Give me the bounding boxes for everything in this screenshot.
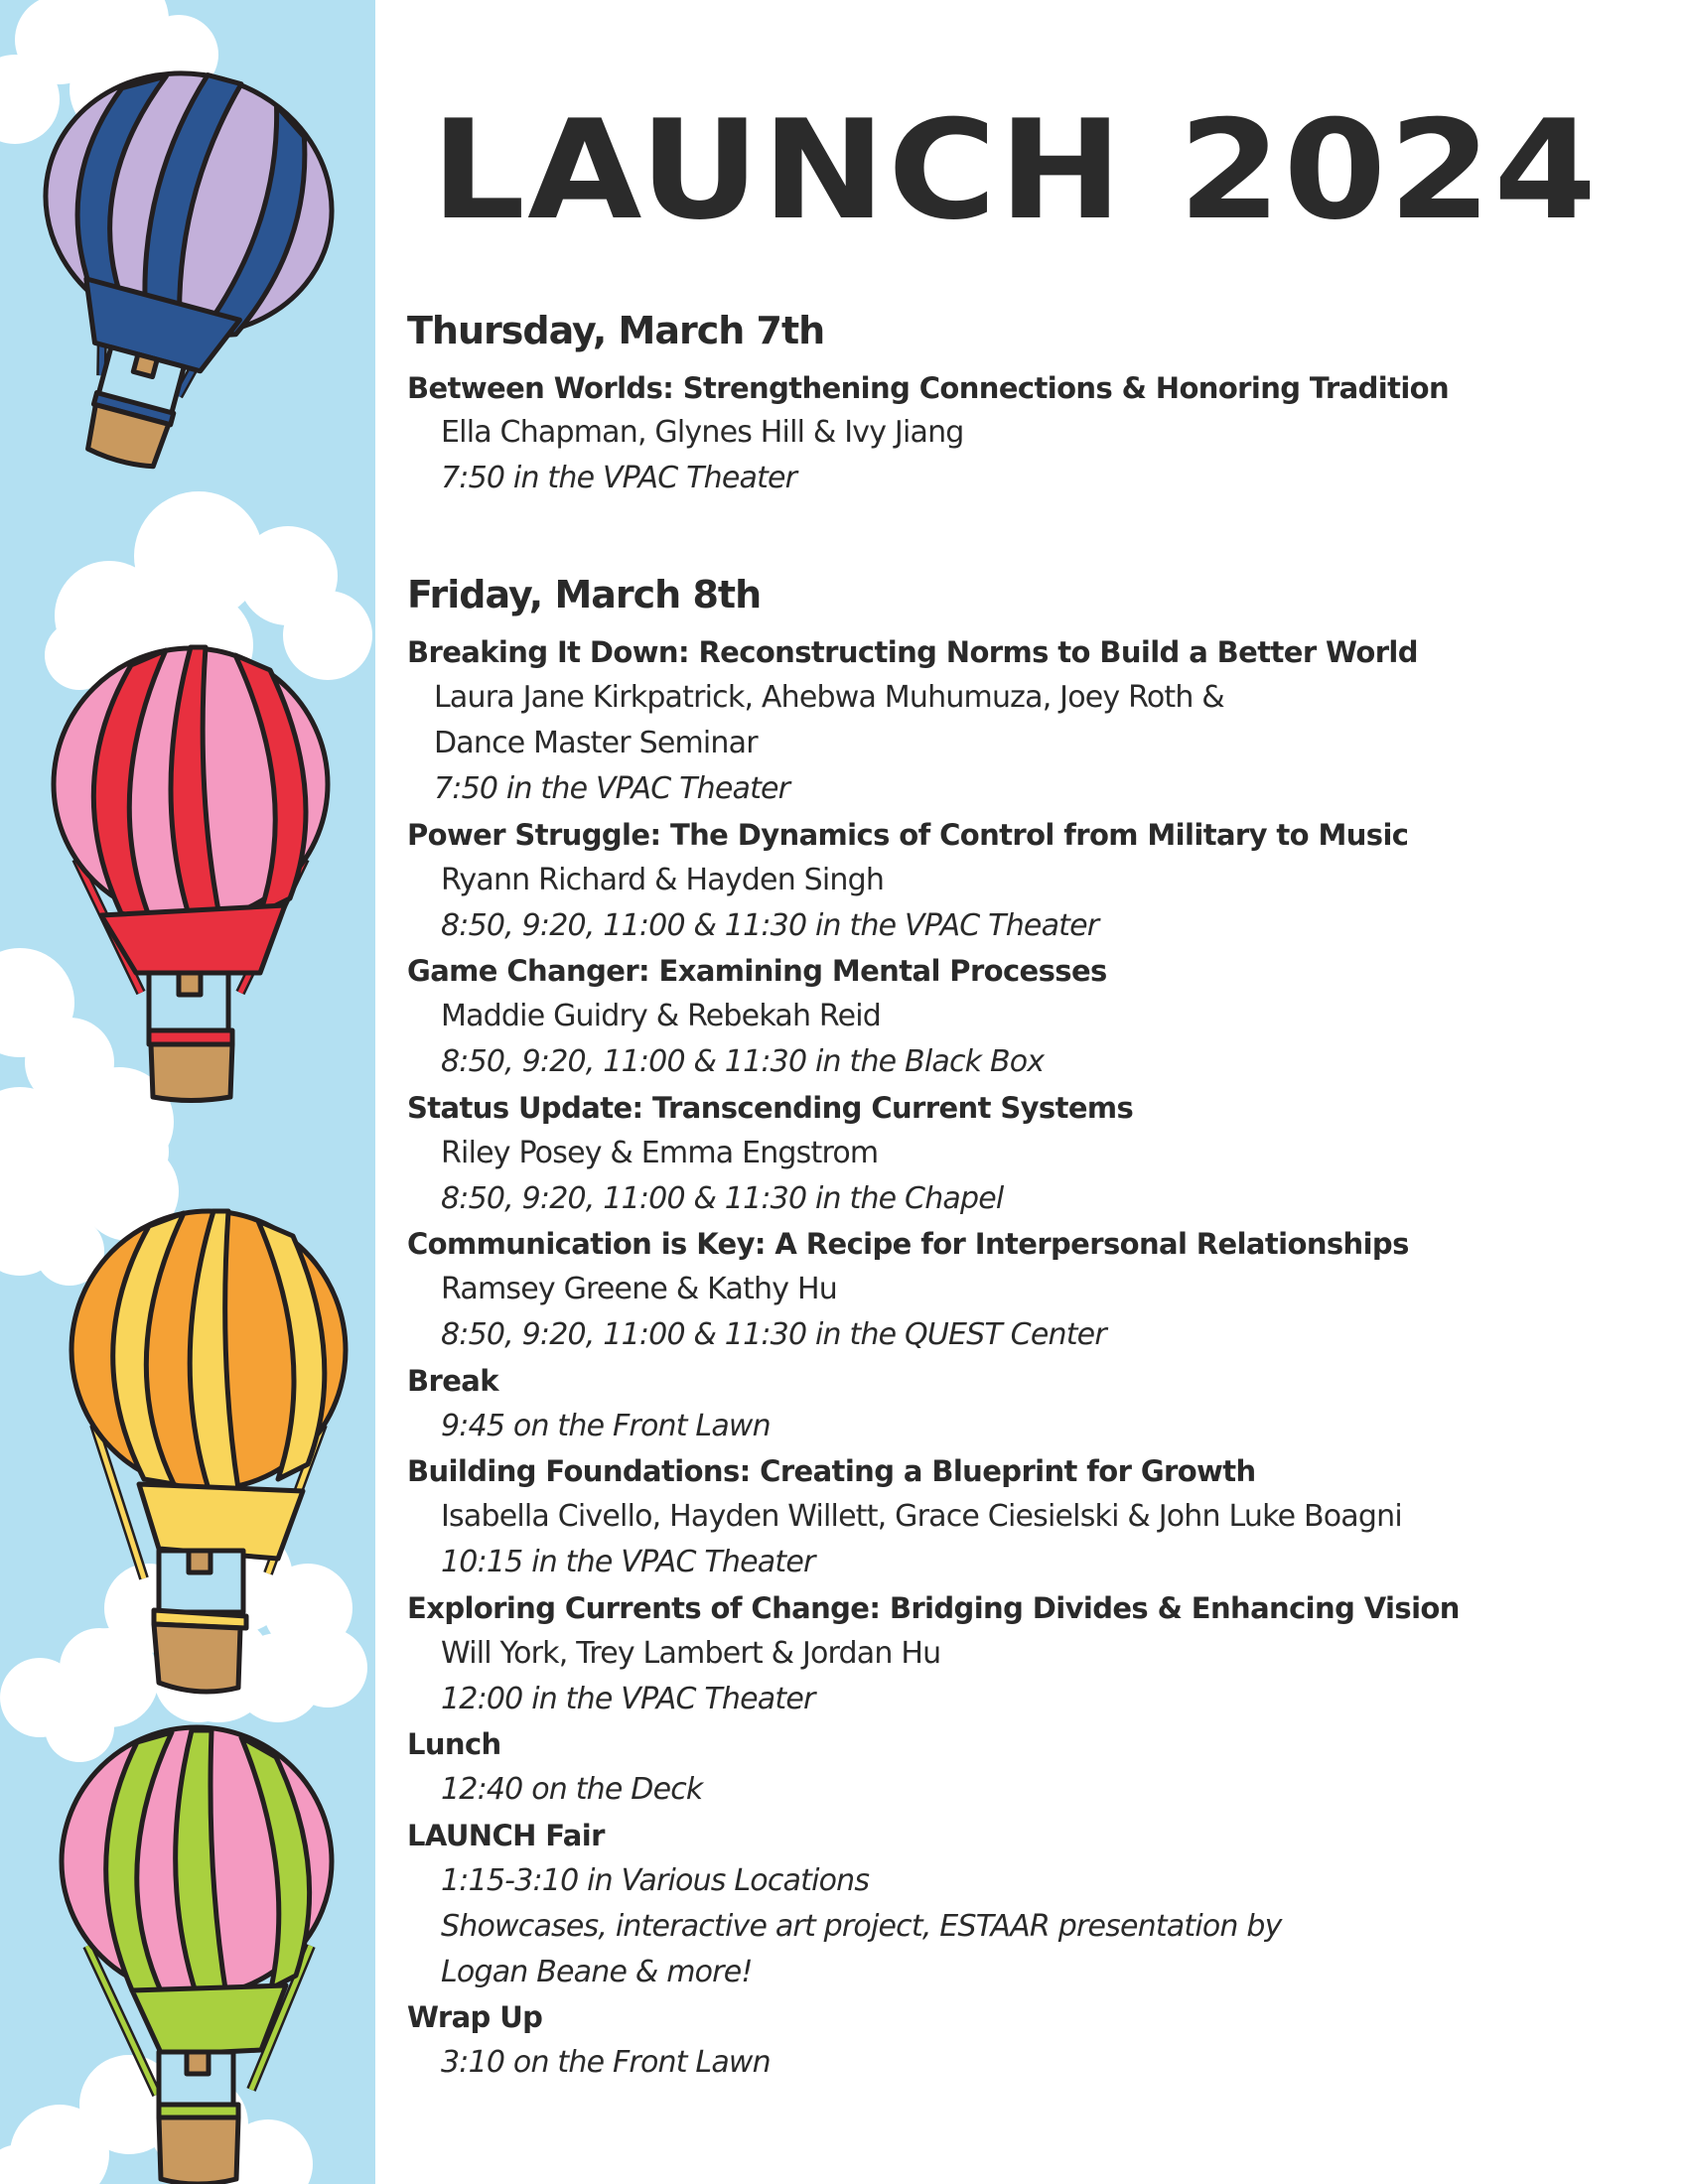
event-time-location: 8:50, 9:20, 11:00 & 11:30 in the QUEST Center bbox=[441, 1317, 1106, 1352]
event-time-location: 12:40 on the Deck bbox=[441, 1772, 703, 1807]
event-time-location: 9:45 on the Front Lawn bbox=[441, 1409, 771, 1443]
event-title: Communication is Key: A Recipe for Interpersonal Relationships bbox=[407, 1227, 1409, 1261]
event-title: Building Foundations: Creating a Blueprint for Growth bbox=[407, 1454, 1256, 1488]
event-title: Breaking It Down: Reconstructing Norms to Build a Better World bbox=[407, 635, 1418, 669]
event-time-location: 8:50, 9:20, 11:00 & 11:30 in the VPAC Theater bbox=[441, 908, 1099, 943]
event-time-location: 3:10 on the Front Lawn bbox=[441, 2045, 771, 2080]
event-description: Showcases, interactive art project, ESTAAR presentation by bbox=[441, 1909, 1282, 1944]
event-time-location: 7:50 in the VPAC Theater bbox=[434, 771, 790, 806]
page-title: LAUNCH 2024 bbox=[431, 90, 1600, 250]
event-presenters: Dance Master Seminar bbox=[434, 726, 758, 760]
event-presenters: Ryann Richard & Hayden Singh bbox=[441, 863, 885, 897]
event-title: Lunch bbox=[407, 1727, 501, 1761]
event-title: Game Changer: Examining Mental Processes bbox=[407, 954, 1107, 988]
event-title: Exploring Currents of Change: Bridging Divides & Enhancing Vision bbox=[407, 1591, 1460, 1625]
event-presenters: Laura Jane Kirkpatrick, Ahebwa Muhumuza, Joey Roth & bbox=[434, 680, 1224, 715]
event-presenters: Isabella Civello, Hayden Willett, Grace Ciesielski & John Luke Boagni bbox=[441, 1499, 1402, 1534]
event-presenters: Ella Chapman, Glynes Hill & Ivy Jiang bbox=[441, 415, 964, 450]
event-time-location: 8:50, 9:20, 11:00 & 11:30 in the Black Box bbox=[441, 1044, 1045, 1079]
event-title: LAUNCH Fair bbox=[407, 1819, 605, 1852]
event-presenters: Maddie Guidry & Rebekah Reid bbox=[441, 999, 882, 1033]
sky-sidebar bbox=[0, 0, 375, 2184]
event-presenters: Ramsey Greene & Kathy Hu bbox=[441, 1272, 837, 1306]
event-presenters: Riley Posey & Emma Engstrom bbox=[441, 1136, 879, 1170]
event-title: Between Worlds: Strengthening Connections & Honoring Tradition bbox=[407, 371, 1450, 405]
event-title: Wrap Up bbox=[407, 2000, 543, 2034]
sky-illustration bbox=[0, 0, 375, 2184]
day-heading-thursday: Thursday, March 7th bbox=[407, 309, 825, 352]
event-description: Logan Beane & more! bbox=[441, 1955, 753, 1989]
event-presenters: Will York, Trey Lambert & Jordan Hu bbox=[441, 1636, 941, 1671]
event-time-location: 12:00 in the VPAC Theater bbox=[441, 1682, 815, 1716]
event-title: Power Struggle: The Dynamics of Control from Military to Music bbox=[407, 818, 1409, 852]
day-heading-friday: Friday, March 8th bbox=[407, 573, 762, 616]
event-title: Break bbox=[407, 1364, 498, 1398]
event-time-location: 10:15 in the VPAC Theater bbox=[441, 1545, 815, 1579]
event-time-location: 7:50 in the VPAC Theater bbox=[441, 461, 797, 495]
event-time-location: 1:15-3:10 in Various Locations bbox=[441, 1863, 870, 1898]
event-time-location: 8:50, 9:20, 11:00 & 11:30 in the Chapel bbox=[441, 1181, 1004, 1216]
event-title: Status Update: Transcending Current Systems bbox=[407, 1091, 1134, 1125]
